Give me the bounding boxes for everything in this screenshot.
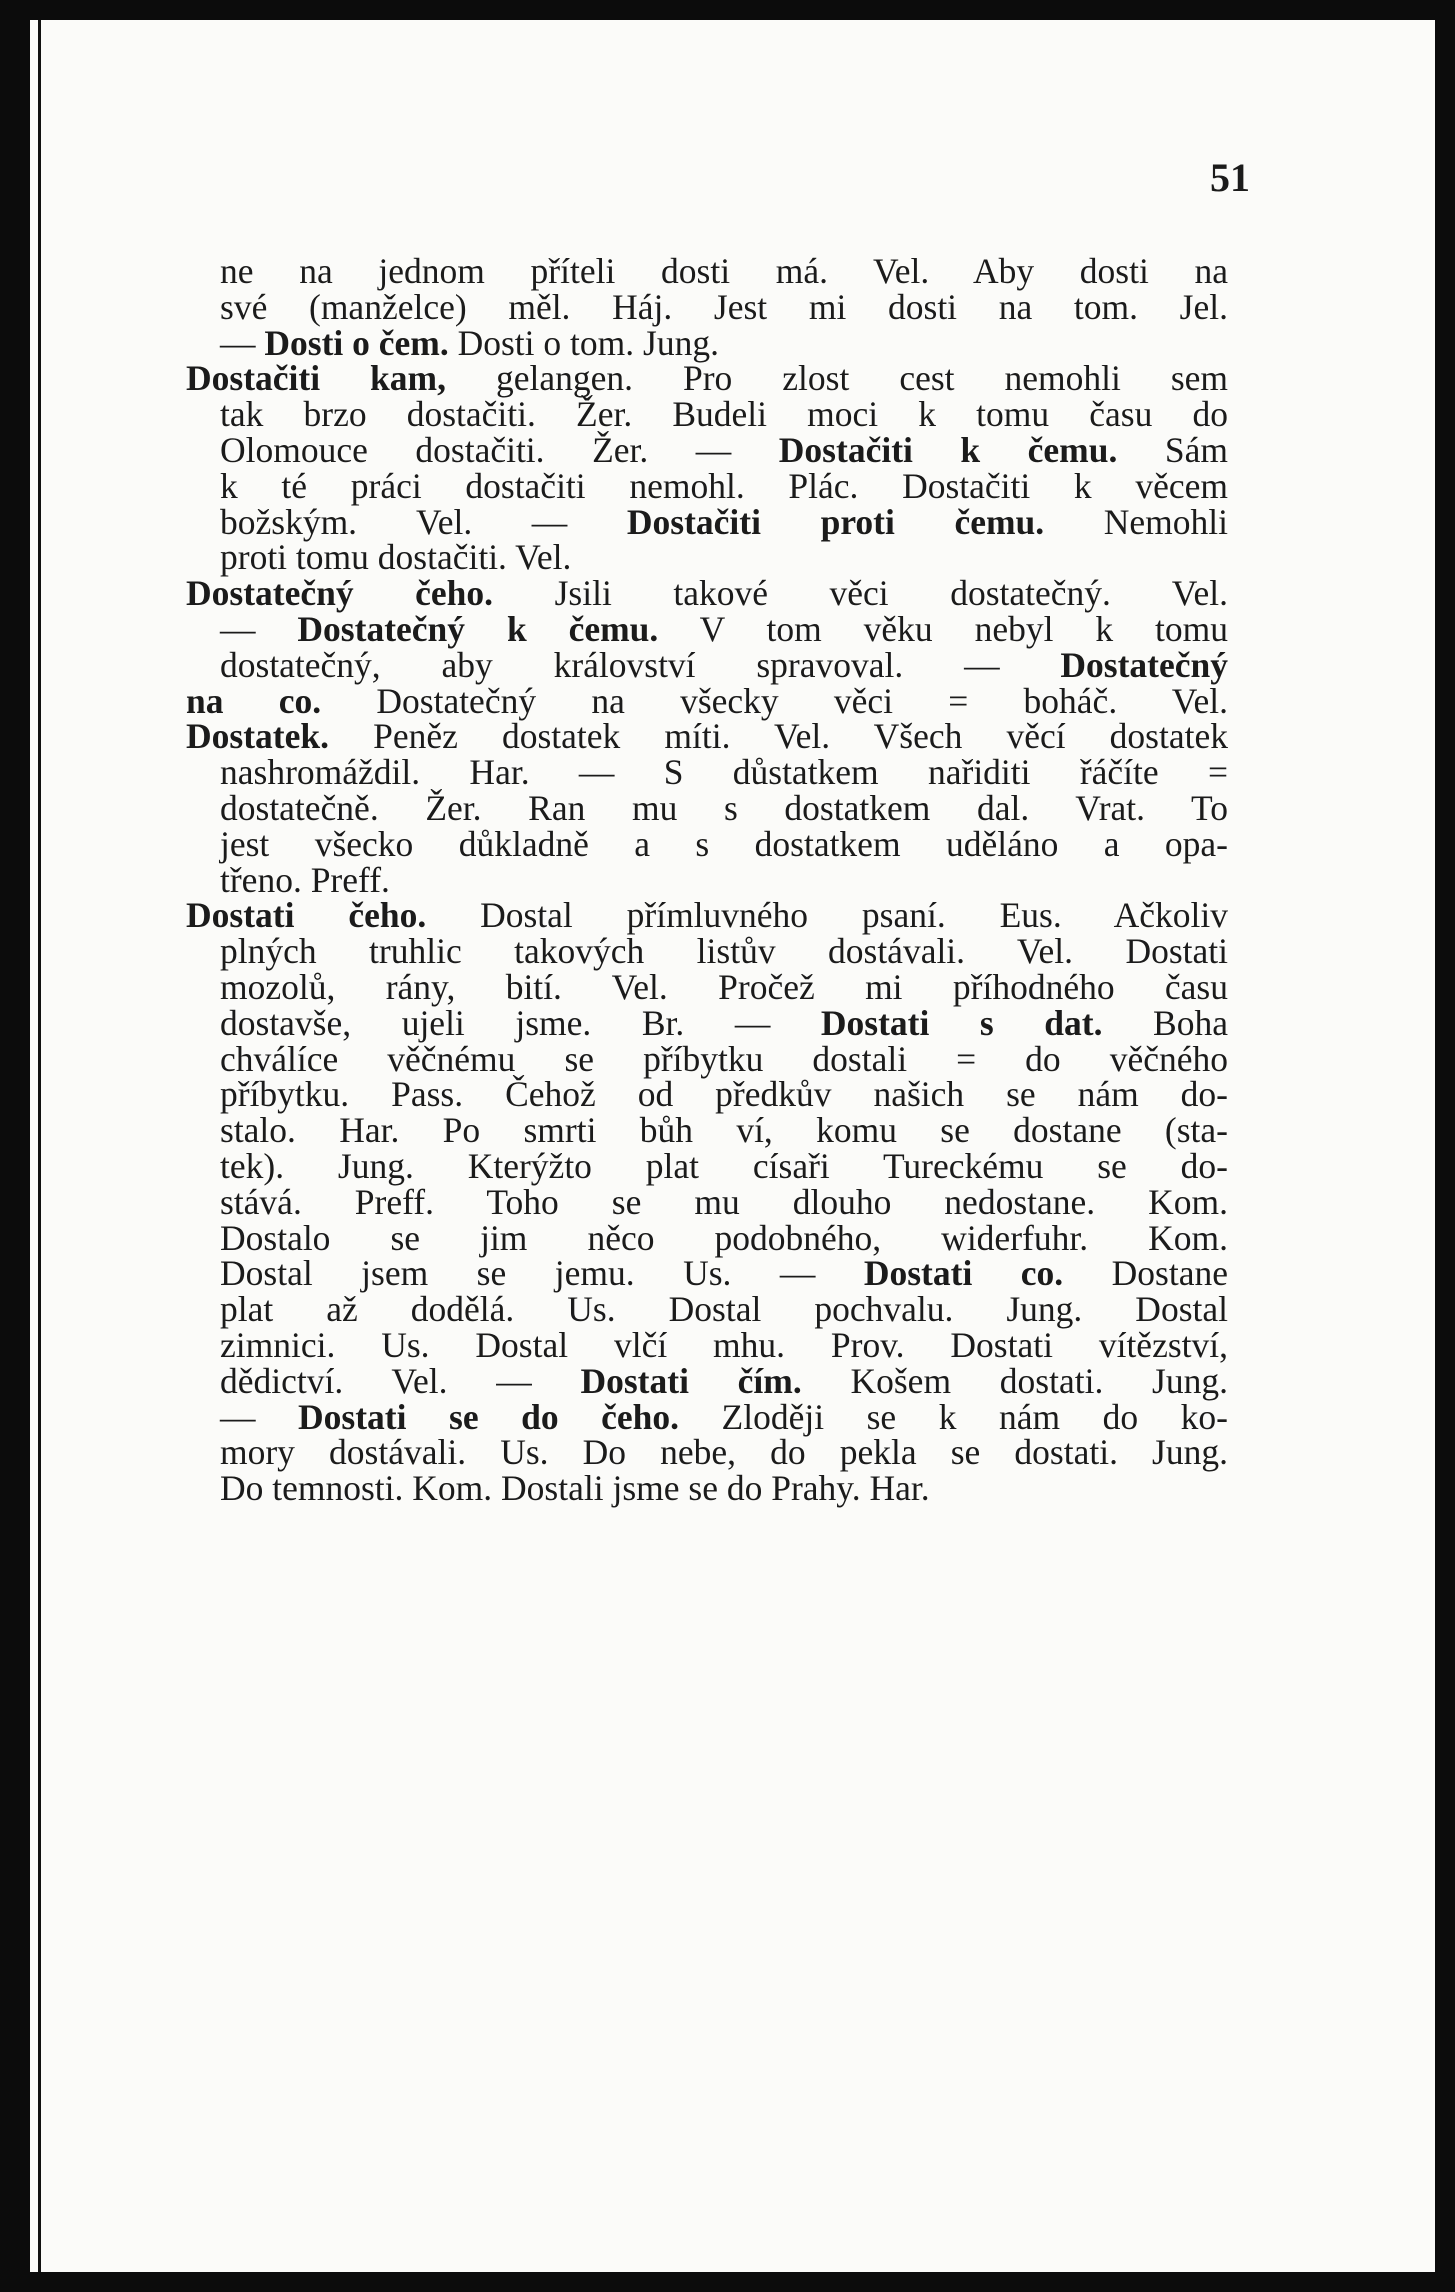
text-line [220, 1183, 1228, 1222]
text-segment: Do temnosti. Kom. Dostali jsme se do Prahy. Har. [220, 1468, 930, 1509]
text-line [186, 359, 1228, 398]
text-line [220, 324, 1228, 363]
headword: Dostati se do čeho. [298, 1396, 680, 1437]
text-segment: třeno. Preff. [220, 859, 390, 900]
text-segment: tek). Jung. Kterýžto plat císaři Tureckému se do- [220, 1146, 1228, 1186]
headword: Dostati s dat. [820, 1002, 1103, 1043]
text-segment: Dosti o tom. Jung. [448, 322, 719, 363]
text-segment: Dostal přímluvného psaní. Eus. Ačkoliv [426, 895, 1229, 936]
text-line [220, 789, 1228, 828]
text-line [220, 467, 1228, 506]
text-segment: Boha [1102, 1002, 1228, 1043]
headword: Dosti o čem. [264, 322, 449, 363]
text-segment: k té práci dostačiti nemohl. Plác. Dostačiti k věcem [220, 465, 1228, 506]
text-segment: proti tomu dostačiti. Vel. [220, 537, 572, 578]
text-segment: Olomouce dostačiti. Žer. — [220, 430, 779, 470]
text-segment: — [220, 322, 265, 363]
text-line [220, 1362, 1228, 1401]
page-number: 51 [1210, 155, 1250, 200]
book-page [30, 20, 1435, 2272]
text-line [220, 1219, 1228, 1258]
text-segment: stalo. Har. Po smrti bůh ví, komu se dostane (sta- [220, 1110, 1228, 1151]
text-line [220, 1254, 1228, 1293]
text-segment: Dostatečný na všecky věci = boháč. Vel. [321, 680, 1228, 721]
text-segment: tak brzo dostačiti. Žer. Budeli moci k tomu času do [220, 394, 1228, 435]
headword: Dostatečný k čemu. [297, 609, 659, 649]
text-segment: mozolů, rány, bití. Vel. Pročež mi příhodného času [220, 967, 1228, 1007]
text-line [220, 503, 1228, 542]
text-segment: Dostane [1063, 1253, 1228, 1294]
text-line [186, 574, 1228, 613]
text-segment: Peněz dostatek míti. Vel. Všech věcí dostatek [328, 716, 1228, 757]
text-segment: Zloději se k nám do ko- [679, 1396, 1229, 1437]
text-line [220, 825, 1228, 864]
headword: Dostatek. [186, 716, 329, 757]
text-line [220, 1075, 1228, 1114]
text-line [186, 896, 1228, 935]
text-segment: nashromáždil. Har. — S důstatkem nařiditi řáčíte = [220, 752, 1228, 793]
headword: Dostati čeho. [186, 895, 427, 936]
text-line [220, 1290, 1228, 1329]
text-segment: své (manželce) měl. Háj. Jest mi dosti na tom. Jel. [220, 286, 1228, 327]
text-segment: dědictví. Vel. — [220, 1360, 581, 1401]
headword: Dostati co. [863, 1253, 1064, 1294]
page-edge-line [38, 20, 41, 2272]
text-line [220, 1326, 1228, 1365]
text-line [220, 252, 1228, 291]
text-segment: — [220, 609, 298, 649]
text-line [220, 1004, 1228, 1043]
text-segment: jest všecko důkladně a s dostatkem uděláno a opa- [220, 823, 1228, 864]
text-line [220, 538, 1228, 577]
headword: Dostačiti kam, [186, 358, 447, 399]
text-line [220, 932, 1228, 971]
headword: Dostatečný [1060, 644, 1228, 685]
text-line [220, 1469, 1228, 1508]
headword: na co. [186, 680, 322, 721]
text-segment: příbytku. Pass. Čehož od předkův našich se nám do- [220, 1074, 1228, 1115]
text-line [220, 288, 1228, 327]
text-segment: mory dostávali. Us. Do nebe, do pekla se dostati. Jung. [220, 1432, 1228, 1473]
text-line [220, 1398, 1228, 1437]
text-segment: Dostalo se jim něco podobného, widerfuhr. Kom. [220, 1217, 1228, 1258]
text-segment: gelangen. Pro zlost cest nemohli sem [446, 358, 1229, 399]
text-segment: Dostal jsem se jemu. Us. — [220, 1253, 864, 1294]
text-segment: Košem dostati. Jung. [801, 1360, 1228, 1401]
text-segment: Sám [1117, 430, 1228, 470]
headword: Dostatečný čeho. [186, 573, 494, 614]
headword: Dostačiti k čemu. [778, 430, 1118, 470]
text-segment: dostatečně. Žer. Ran mu s dostatkem dal. Vrat. To [220, 788, 1228, 828]
text-line [186, 717, 1228, 756]
text-segment: plných truhlic takových listův dostávali. Vel. Dostati [220, 931, 1228, 972]
text-segment: stává. Preff. Toho se mu dlouho nedostane. Kom. [220, 1181, 1228, 1222]
text-line [220, 1433, 1228, 1472]
text-segment: — [220, 1396, 299, 1437]
text-line [186, 682, 1228, 721]
text-line [220, 968, 1228, 1007]
text-line [220, 1111, 1228, 1150]
text-line [220, 1147, 1228, 1186]
headword: Dostati čím. [580, 1360, 802, 1401]
text-segment: plat až dodělá. Us. Dostal pochvalu. Jung. Dostal [220, 1289, 1228, 1330]
headword: Dostačiti proti čemu. [626, 501, 1045, 542]
text-segment: ne na jednom příteli dosti má. Vel. Aby dosti na [220, 251, 1228, 291]
text-line [220, 646, 1228, 685]
text-line [220, 610, 1228, 649]
text-segment: dostatečný, aby království spravoval. — [220, 644, 1061, 685]
text-segment: dostavše, ujeli jsme. Br. — [220, 1002, 821, 1043]
text-line [220, 431, 1228, 470]
text-segment: V tom věku nebyl k tomu [658, 609, 1228, 649]
text-segment: Jsili takové věci dostatečný. Vel. [493, 573, 1229, 614]
text-segment: zimnici. Us. Dostal vlčí mhu. Prov. Dostati vítězství, [220, 1325, 1228, 1365]
text-line [220, 1040, 1228, 1079]
text-segment: chválíce věčnému se příbytku dostali = do věčného [220, 1038, 1228, 1079]
text-segment: Nemohli [1044, 501, 1228, 542]
text-segment: božským. Vel. — [220, 501, 627, 542]
text-line [220, 395, 1228, 434]
text-line [220, 861, 1228, 900]
text-line [220, 753, 1228, 792]
